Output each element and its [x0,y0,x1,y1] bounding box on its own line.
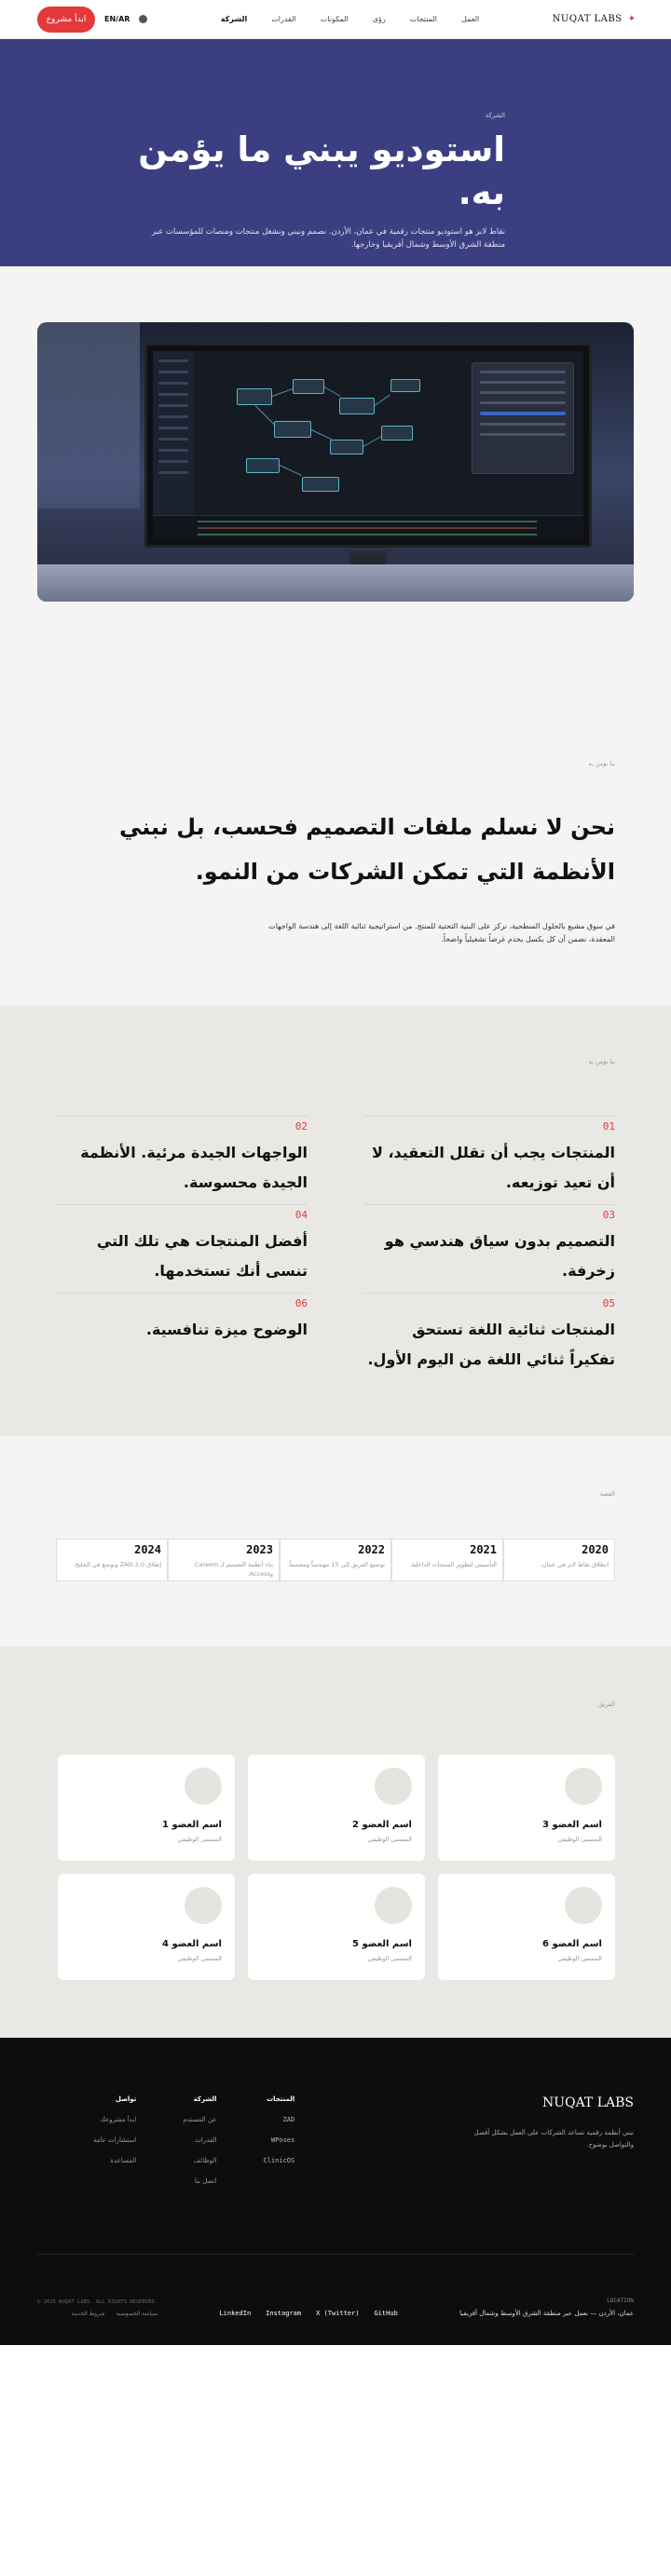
principle-item [56,1293,308,1381]
member-role: المسمى الوظيفي [557,1955,602,1962]
graph-node [237,388,272,405]
nav-item[interactable]: العمل [461,15,480,23]
nav-item[interactable]: المكونات [320,15,349,23]
footer-link[interactable]: ZAD [282,2116,295,2123]
social-link[interactable]: Instagram [266,2310,302,2317]
main-nav [221,15,479,23]
principle-text: التصميم بدون سياق هندسي هو زخرفة. [384,1232,615,1280]
member-role: المسمى الوظيفي [177,1836,222,1843]
timeline-year: 2020 [582,1543,609,1556]
nav-item[interactable]: رؤى [372,15,386,23]
team-card[interactable] [58,1874,235,1980]
graph-node [302,477,339,492]
location-text: عمان، الأردن — نعمل عبر منطقة الشرق الأوسط وشمال أفريقيا [459,2310,634,2317]
principles-section [0,1006,671,1436]
graph-node [390,379,420,392]
header-actions [37,7,147,33]
hero-subtitle: نقاط لابز هو استوديو منتجات رقمية في عمان، الأردن. نصمم ونبني ونشغل منتجات ومنصات للمؤسسات عبر منطقة الشرق الأوسط وشمال أفريقيا وخارجها. [152,227,505,250]
properties-panel [472,362,574,474]
window-light [37,322,140,508]
principle-number: 01 [602,1120,615,1132]
nav-item[interactable]: الشركة [220,15,248,23]
principle-number: 02 [294,1120,308,1132]
footer-brand [457,2095,634,2198]
footer-column-title: الشركة [193,2095,217,2103]
timeline-card [280,1539,391,1581]
monitor-illustration [144,343,592,548]
timeline-text: بناء أنظمة التصميم لـ Careem وAccess. [195,1561,273,1578]
footer-link[interactable]: ابدأ مشروعك [100,2116,137,2123]
hero-kicker: الشركة [485,112,505,119]
theme-toggle-icon[interactable] [139,15,147,23]
page-bottom-space [0,2345,671,2576]
graph-node [246,458,280,473]
copyright: © 2025 NUQAT LABS. ALL RIGHTS RESERVED. [37,2299,158,2305]
principle-text: الواجهات الجيدة مرئية. الأنظمة الجيدة محسوسة. [80,1144,308,1191]
graph-node [293,379,324,394]
footer-tagline: نبني أنظمة رقمية تساعد الشركات على العمل بشكل أفضل والتواصل بوضوح. [473,2129,634,2149]
team-card[interactable] [438,1755,615,1861]
principle-number: 03 [602,1209,615,1221]
timeline-text: توسيع الفريق إلى 15 مهندساً ومصمماً. [287,1561,385,1568]
member-role: المسمى الوظيفي [557,1836,602,1843]
legal-link[interactable]: شروط الخدمة [71,2311,105,2317]
avatar [375,1768,412,1805]
belief-heading: نحن لا نسلم ملفات التصميم فحسب، بل نبني الأنظمة التي تمكن الشركات من النمو. [118,814,615,885]
nav-item[interactable]: القدرات [271,15,296,23]
footer-link[interactable]: استشارات عامة [93,2136,137,2144]
footer-link[interactable]: ClinicOS [263,2157,295,2164]
footer-wordmark[interactable]: NUQAT LABS [542,2095,634,2110]
avatar [185,1887,222,1924]
member-name: اسم العضو 5 [352,1939,412,1949]
footer-column [183,2095,216,2198]
footer-column-title: المنتجات [267,2095,295,2103]
legal-links [37,2311,157,2317]
member-name: اسم العضو 1 [162,1820,222,1830]
site-footer [0,2038,671,2345]
member-role: المسمى الوظيفي [367,1955,412,1962]
timeline-text: إطلاق ZAD 2.0 وتوسع في الخليج. [73,1561,161,1568]
start-project-button[interactable]: ابدأ مشروع [37,7,95,33]
desk-surface [37,564,634,602]
member-name: اسم العضو 3 [542,1820,602,1830]
social-link[interactable]: GitHub [374,2310,398,2317]
principle-item [363,1204,615,1293]
principle-item [56,1204,308,1293]
timeline-year: 2023 [246,1543,273,1556]
footer-link[interactable]: WPoses [270,2136,295,2144]
footer-link[interactable]: الوظائف [193,2157,217,2164]
graph-node [274,421,311,438]
principle-number: 05 [602,1297,615,1309]
team-card[interactable] [248,1874,425,1980]
principle-number: 06 [294,1297,308,1309]
avatar [375,1887,412,1924]
member-name: اسم العضو 4 [162,1939,222,1949]
timeline-card [503,1539,615,1581]
nav-item[interactable]: المنتجات [409,15,438,23]
footer-link[interactable]: القدرات [195,2136,217,2144]
footer-link[interactable]: المساعدة [110,2157,137,2164]
timeline-card [56,1539,168,1581]
footer-column-title: تواصل [115,2095,137,2103]
language-toggle[interactable]: EN/AR [104,15,130,23]
principle-text: أفضل المنتجات هي تلك التي تنسى أنك تستخدمها. [96,1232,308,1280]
graph-node [330,440,363,454]
editor-sidebar [153,351,194,515]
footer-divider [37,2254,634,2255]
member-name: اسم العضو 6 [542,1939,602,1949]
member-role: المسمى الوظيفي [177,1955,222,1962]
member-name: اسم العضو 2 [352,1820,412,1830]
studio-image-section [0,266,671,654]
timeline-card [391,1539,503,1581]
timeline-text: انطلاق نقاط لابز في عمان. [540,1561,609,1568]
footer-link[interactable]: اتصل بنا [194,2177,217,2185]
hero-section [0,39,671,266]
team-section [0,1647,671,2038]
timeline-card [168,1539,280,1581]
brand-logo[interactable] [553,14,636,24]
timeline [56,1539,615,1581]
timeline-year: 2021 [470,1543,497,1556]
site-header [0,0,671,39]
hero-title: استوديو يبني ما يؤمن به. [138,129,505,212]
belief-body: في سوق مشبع بالحلول السطحية، نركز على البنية التحتية للمنتج. من استراتيجية ثنائية اللغة إلى هندسة الواجهات المعقدة، نضمن أن كل بكسل يخدم غرضاً تشغيلياً واضحاً. [268,922,615,943]
principle-item [56,1116,308,1204]
legal-link[interactable]: سياسة الخصوصية [116,2311,158,2317]
team-card[interactable] [248,1755,425,1861]
timeline-text: التأسيس لتطوير المنتجات الداخلية. [408,1561,497,1568]
team-card[interactable] [438,1874,615,1980]
timeline-year: 2024 [134,1543,161,1556]
footer-column [93,2095,136,2198]
principle-item [363,1116,615,1204]
team-card[interactable] [58,1755,235,1861]
monitor-screen [153,351,583,539]
avatar [565,1887,602,1924]
principle-item [363,1293,615,1381]
avatar [565,1768,602,1805]
footer-legal [37,2299,157,2317]
section-eyebrow: ما نؤمن به [588,760,615,767]
belief-section [0,654,671,1006]
social-link[interactable]: X (Twitter) [316,2310,360,2317]
footer-columns [93,2095,294,2198]
social-link[interactable]: LinkedIn [219,2310,252,2317]
principle-number: 04 [294,1209,308,1221]
section-eyebrow: الفريق [598,1701,615,1708]
history-section [0,1436,671,1647]
footer-column [264,2095,295,2198]
timeline-year: 2022 [358,1543,385,1556]
brand-wordmark: NUQAT LABS [552,14,623,24]
section-eyebrow: ما نؤمن به [588,1058,615,1065]
brand-star-icon: ✦ [627,14,636,24]
studio-photo [37,322,634,602]
editor-console [153,515,583,539]
graph-node [339,398,375,414]
principle-text: المنتجات يجب أن تقلل التعقيد، لا أن تعيد توزيعه. [371,1144,615,1191]
team-grid [56,1755,615,1980]
principle-text: المنتجات ثنائية اللغة تستحق تفكيراً ثنائي اللغة من اليوم الأول. [367,1321,615,1368]
location-label: LOCATION [607,2298,634,2304]
member-role: المسمى الوظيفي [367,1836,412,1843]
principles-grid [56,1116,615,1381]
section-eyebrow: القصة [599,1490,615,1498]
social-links [219,2310,397,2317]
footer-link[interactable]: عن المستدم [183,2116,217,2123]
footer-location [459,2298,634,2317]
graph-node [381,426,413,441]
principle-text: الوضوح ميزة تنافسية. [145,1321,308,1338]
avatar [185,1768,222,1805]
